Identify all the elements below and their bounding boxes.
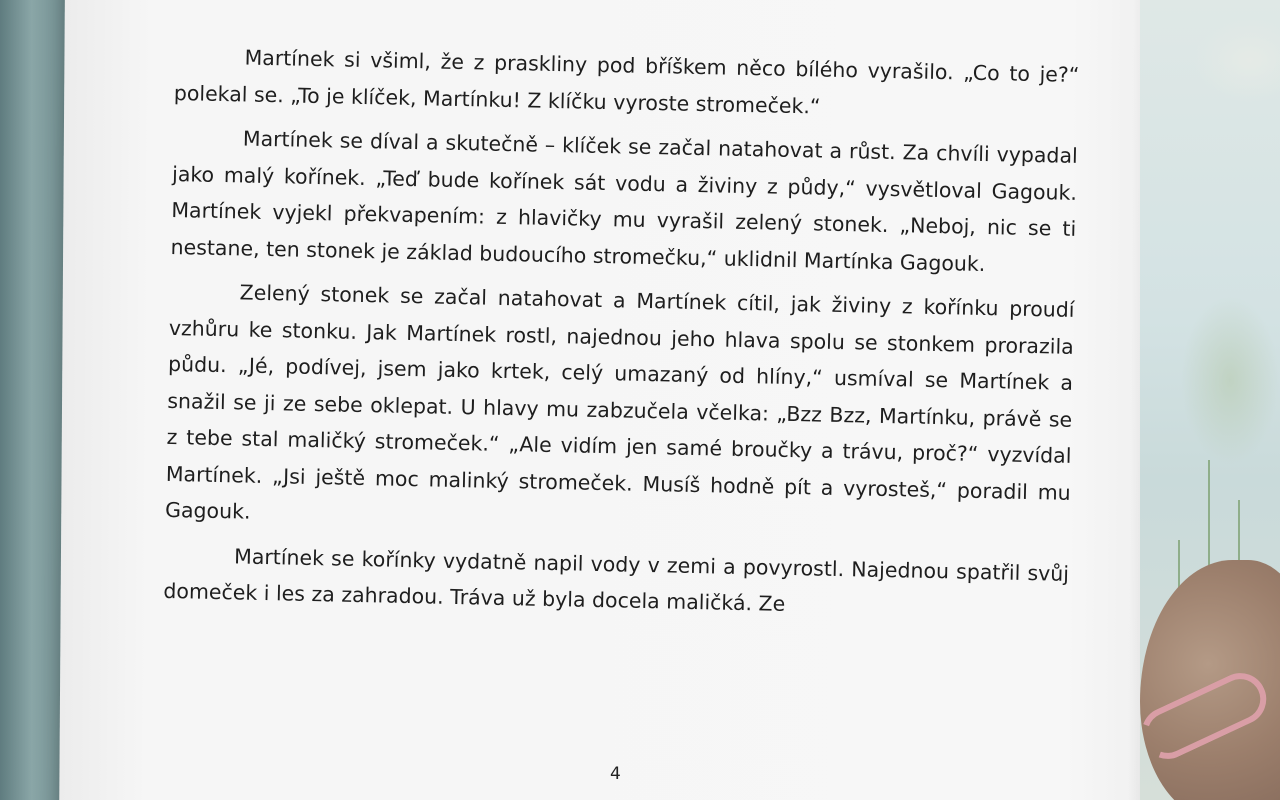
paragraph-3: Zelený stonek se začal natahovat a Martínek cítil, jak živiny z kořínku proudí vzhůru ke stonku. Jak Martínek rostl, najednou jeho hlava spolu se stonkem prorazila půdu. „Jé, podívej, jsem jako krtek, celý umazaný od hlíny,“ usmíval se Martínek a snažil se ji ze sebe oklepat. U hlavy mu zabzučela včelka: „Bzz Bzz, Martínku, právě se z tebe stal maličký stromeček.“ „Ale vidím jen samé broučky a trávu, proč?“ vyzvídal Martínek. „Jsi ještě moc malinký stromeček. Musíš hodně pít a vyrosteš,“ poradil mu Gagouk. (164, 280, 1075, 524)
paragraph-1: Martínek si všiml, že z praskliny pod bříškem něco bílého vyrašilo. „Co to je?“ polekal se. „To je klíček, Martínku! Z klíčku vyroste stromeček.“ (173, 45, 1080, 119)
paragraph-2: Martínek se díval a skutečně – klíček se začal natahovat a růst. Za chvíli vypadal jako malý kořínek. „Teď bude kořínek sát vodu a živiny z půdy,“ vysvětloval Gagouk. Martínek vyjekl překvapením: z hlavičky mu vyrašil zelený stonek. „Neboj, nic se ti nestane, ten stonek je základ budoucího stromečku,“ uklidnil Martínka Gagouk. (170, 126, 1078, 276)
page-number: 4 (610, 764, 621, 784)
story-text (163, 38, 1080, 636)
facing-page-illustration (1140, 0, 1280, 800)
paragraph-4: Martínek se kořínky vydatně napil vody v zemi a povyrostl. Najednou spatřil svůj domeček i les za zahradou. Tráva už byla docela maličká. Ze (163, 543, 1070, 616)
